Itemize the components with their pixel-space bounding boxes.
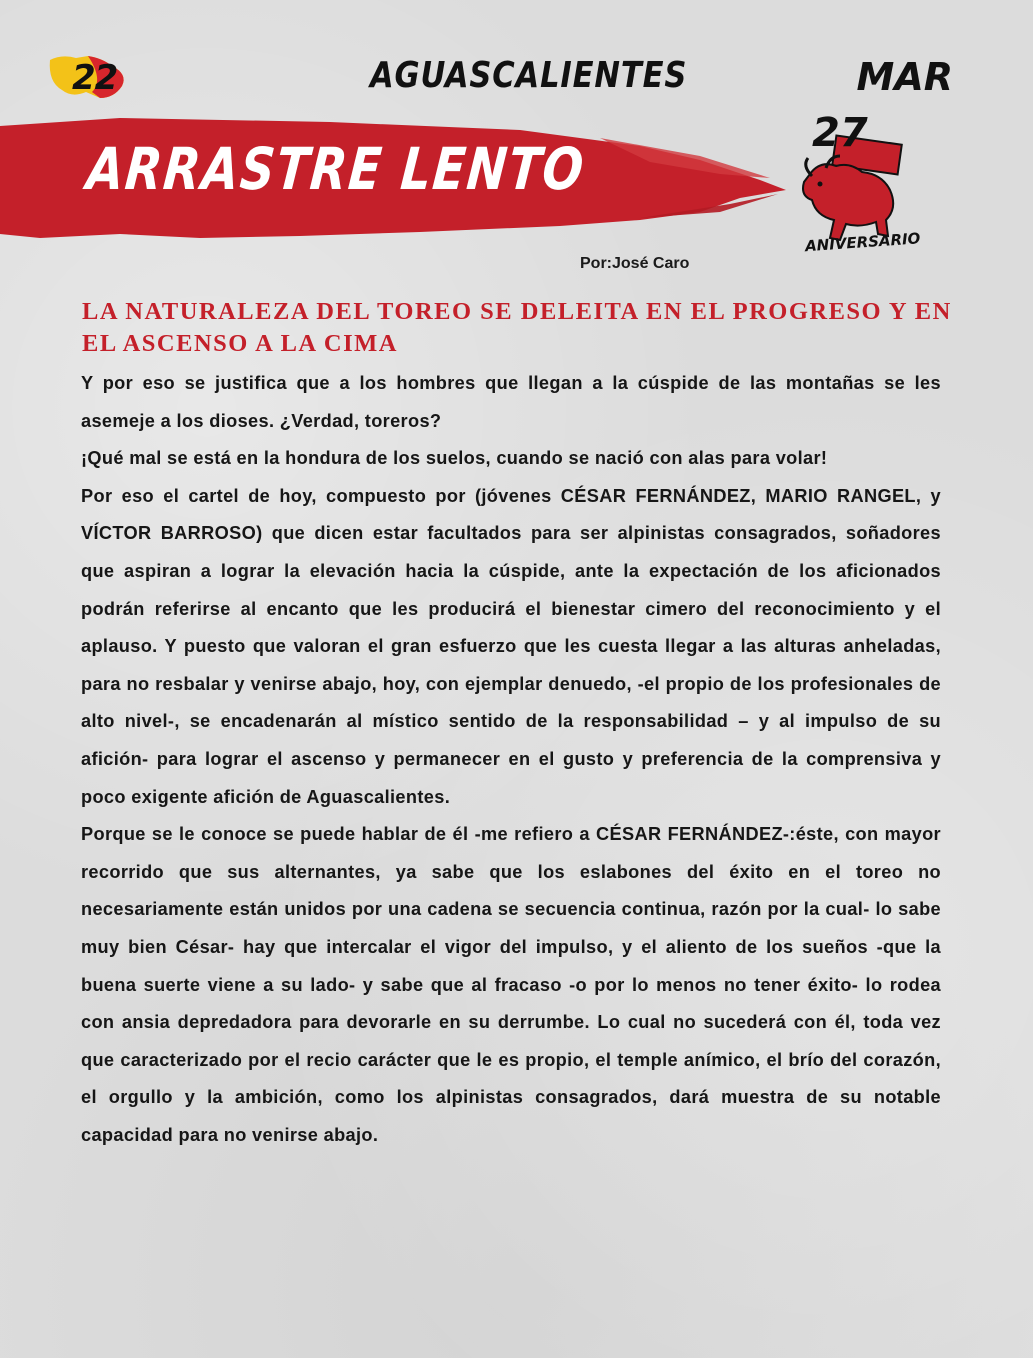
anniversary-number: 27 [812, 110, 868, 156]
article-body [81, 365, 941, 1154]
article-paragraph: Por eso el cartel de hoy, compuesto por (jóvenes CÉSAR FERNÁNDEZ, MARIO RANGEL, y VÍCTOR BARROSO) que dicen estar facultados para ser alpinistas consagrados, soñadores que aspiran a lograr la elevación hacia la cúspide, ante la expectación de los aficionados podrán referirse al encanto que les producirá el bienestar cimero del reconocimiento y el aplauso. Y puesto que valoran el gran esfuerzo que les cuesta llegar a las alturas anheladas, para no resbalar y venirse abajo, hoy, con ejemplar denuedo, -el propio de los profesionales de alto nivel-, se encadenarán al místico sentido de la responsabilidad – y al impulso de su afición- para lograr el ascenso y permanecer en el gusto y preferencia de la comprensiva y poco exigente afición de Aguascalientes. [81, 485, 941, 807]
article-byline: Por:José Caro [580, 255, 690, 272]
page-number-badge [42, 52, 132, 104]
article-paragraph: Porque se le conoce se puede hablar de él -me refiero a CÉSAR FERNÁNDEZ-:éste, con mayor recorrido que sus alternantes, ya sabe que los eslabones del éxito en el toreo no necesariamente están unidos por una cadena se secuencia continua, razón por la cual- lo sabe muy bien César- hay que intercalar el vigor del impulso, y el aliento de los sueños -que la buena suerte viene a su lado- y sabe que al fracaso -o por lo menos no tener éxito- lo rodea con ansia depredadora para devorarle en su derrumbe. Lo cual no sucederá con él, toda vez que caracterizado por el recio carácter que le es propio, el temple anímico, el brío del corazón, el orgullo y la ambición, como los alpinistas consagrados, dará muestra de su notable capacidad para no venirse abajo. [81, 824, 941, 1145]
page-number: 22 [72, 58, 118, 98]
article-paragraph: Y por eso se justifica que a los hombres que llegan a la cúspide de las montañas se les asemeje a los dioses. ¿Verdad, toreros? [81, 373, 941, 431]
issue-month: MAR [856, 55, 953, 99]
anniversary-label: ANIVERSARIO [804, 229, 921, 256]
publication-name: AGUASCALIENTES [370, 55, 688, 96]
section-title: ARRASTRE LENTO [84, 135, 588, 203]
article-paragraph: ¡Qué mal se está en la hondura de los suelos, cuando se nació con alas para volar! [81, 448, 828, 469]
article-headline: LA NATURALEZA DEL TOREO SE DELEITA EN EL PROGRESO Y EN EL ASCENSO A LA CIMA [82, 298, 952, 357]
